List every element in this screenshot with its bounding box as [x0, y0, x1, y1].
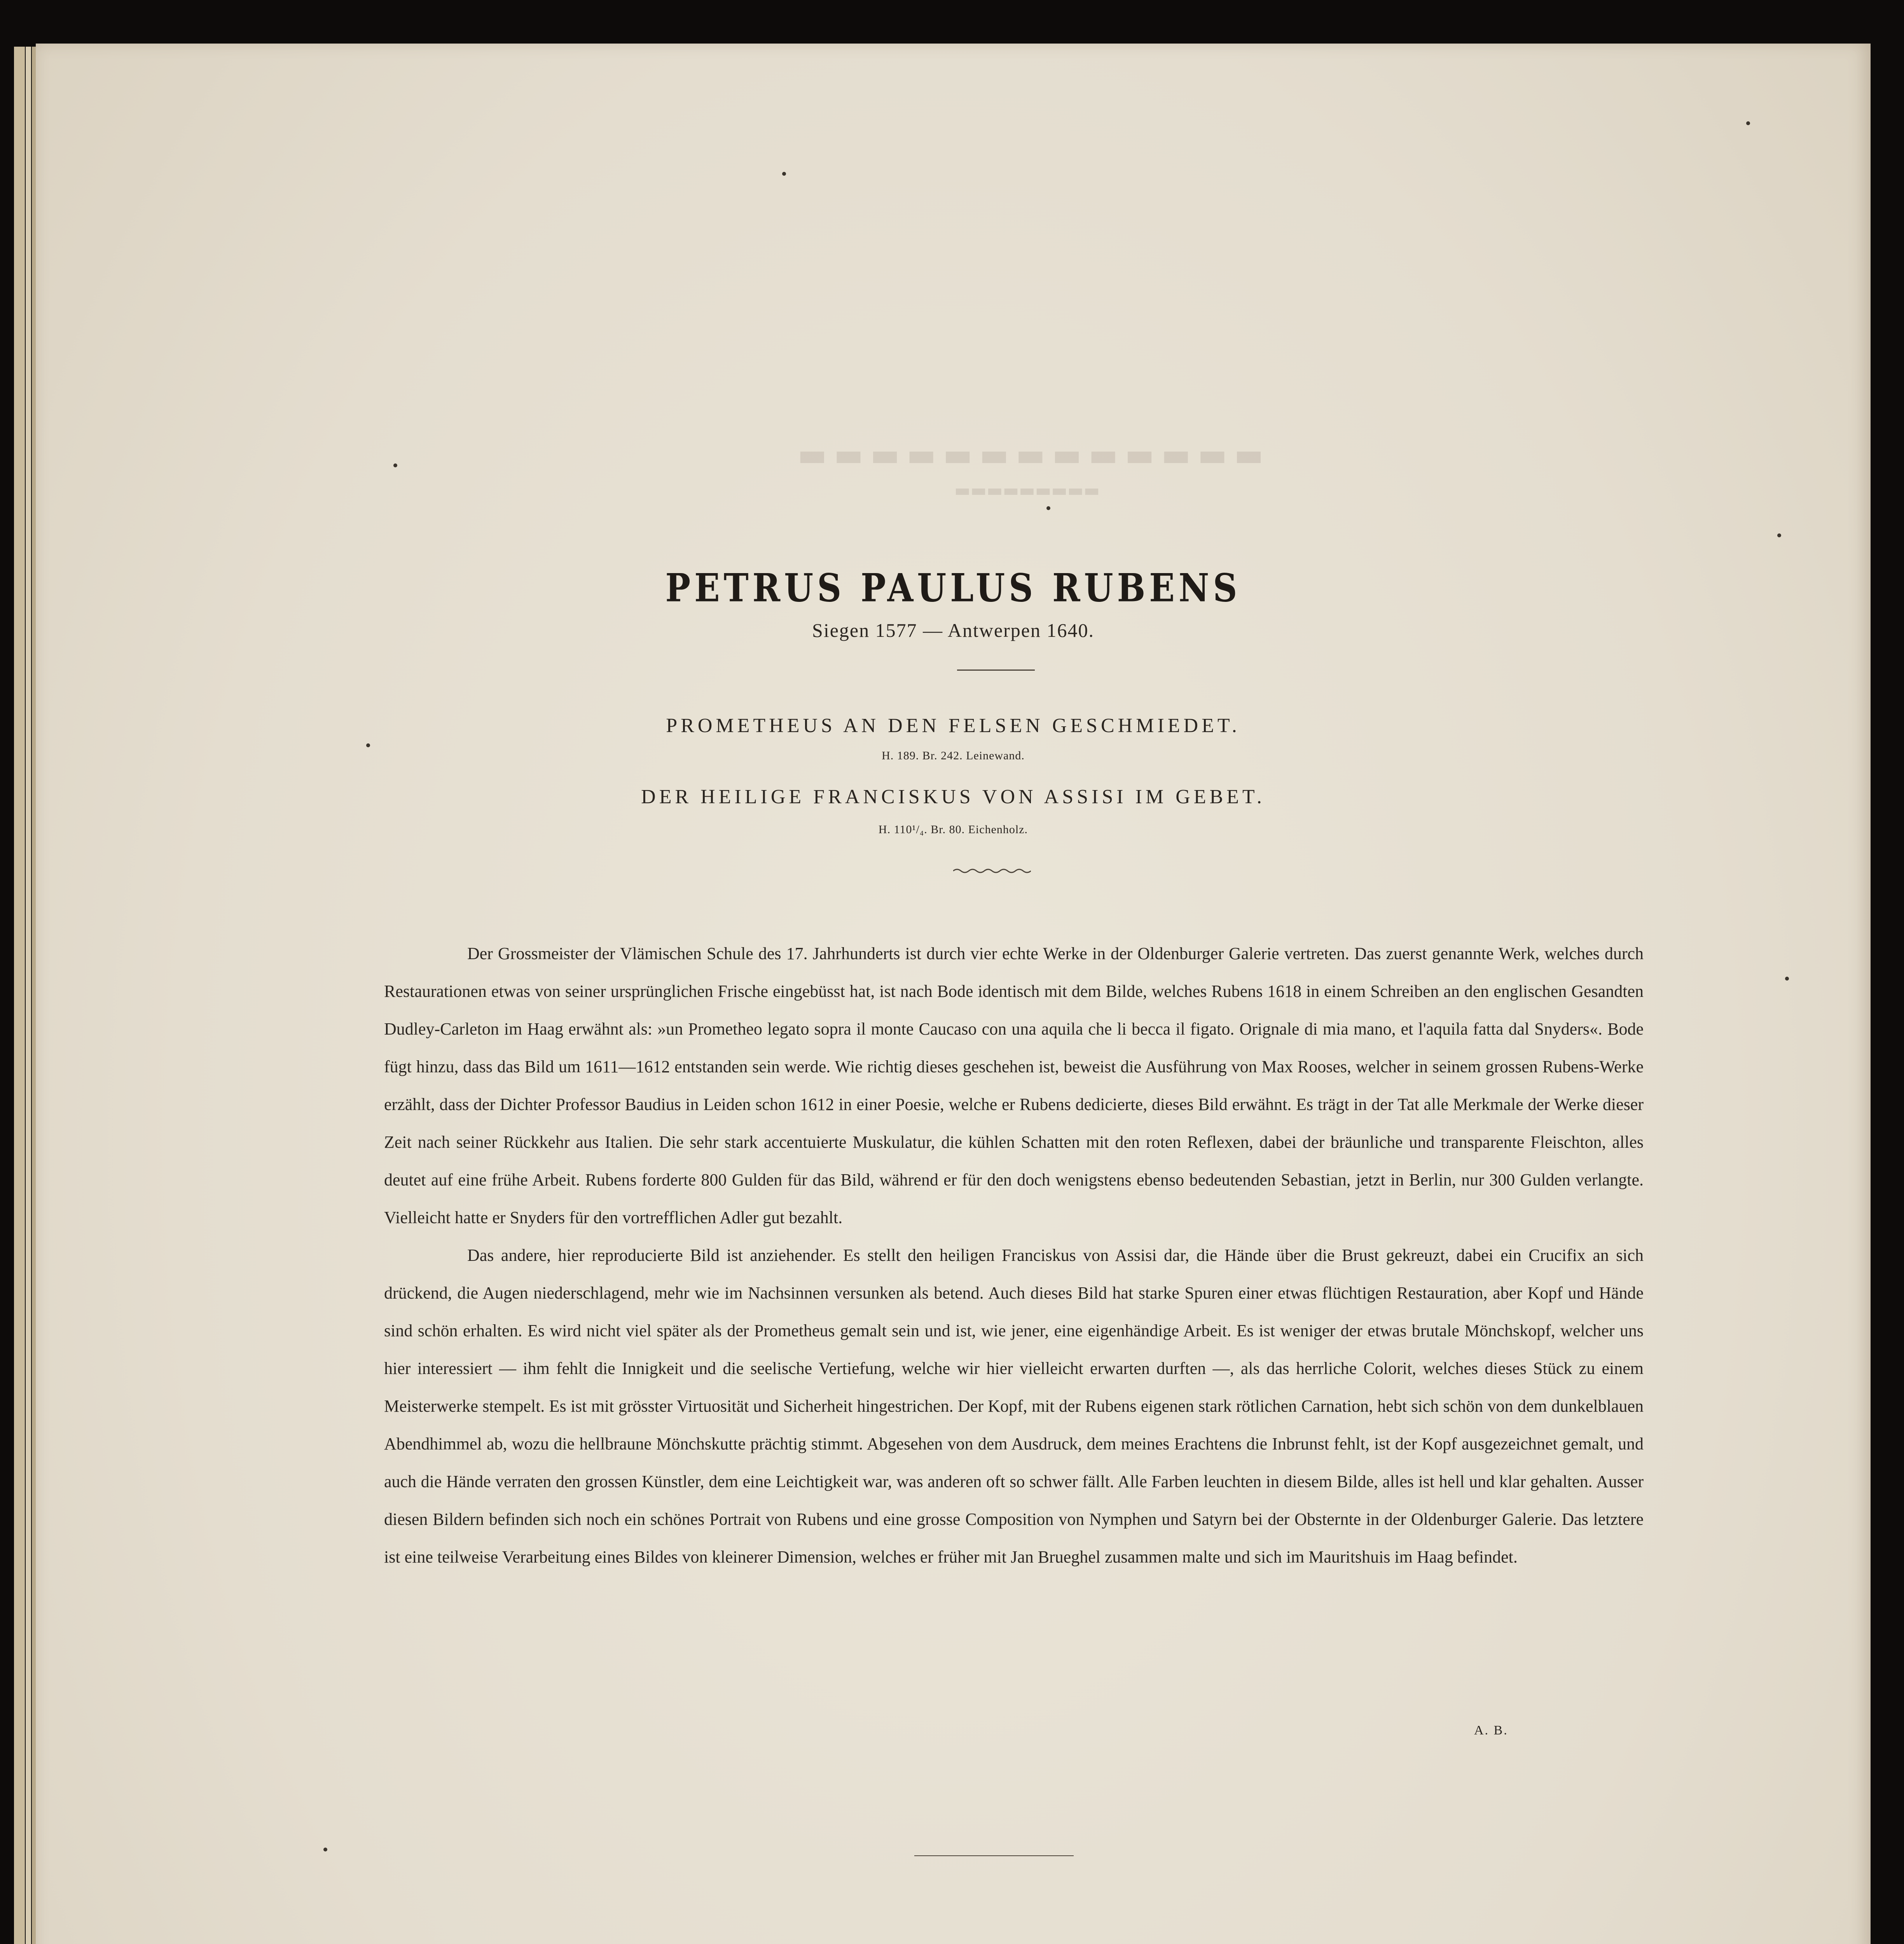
paper-speck [393, 463, 397, 467]
divider-rule [957, 670, 1035, 671]
work-details-prometheus: H. 189. Br. 242. Leinewand. [882, 749, 1025, 762]
paper-speck [1046, 506, 1050, 510]
paper-speck [1785, 977, 1789, 981]
work-title-franciskus: DER HEILIGE FRANCISKUS VON ASSISI IM GEBET. [641, 786, 1265, 808]
body-paragraph-1: Der Grossmeister der Vlämischen Schule des 17. Jahrhunderts ist durch vier echte Werke in der Oldenburger Galerie vertreten. Das zuerst genannte Werk, welches durch Restaurationen etwas von seiner ursprünglichen Frische eingebüsst hat, ist nach Bode identisch mit dem Bilde, welches Rubens 1618 in einem Schreiben an den englischen Gesandten Dudley-Carleton im Haag erwähnt als: »un Prometheo legato sopra il monte Caucaso con una aquila che li becca il figato. Orignale di mia mano, et l'aquila fatta dal Snyders«. Bode fügt hinzu, dass das Bild um 1611—1612 entstanden sein werde. Wie richtig dieses geschehen ist, beweist die Ausführung von Max Rooses, welcher in seinem grossen Rubens-Werke erzählt, dass der Dichter Professor Baudius in Leiden schon 1612 in einer Poesie, welche er Rubens dedicierte, dieses Bild erwähnt. Es trägt in der Tat alle Merkmale der Werke dieser Zeit nach seiner Rückkehr aus Italien. Die sehr stark accentuierte Muskulatur, die kühlen Schatten mit den roten Reflexen, dabei der bräunliche und transparente Fleischton, alles deutet auf eine frühe Arbeit. Rubens forderte 800 Gulden für das Bild, während er für den doch wenigstens ebenso bedeutenden Sebastian, jetzt in Berlin, nur 300 Gulden verlangte. Vielleicht hatte er Snyders für den vortrefflichen Adler gut bezahlt. [384, 944, 1644, 1227]
bleed-through-subtitle-shadow: ▬▬▬▬▬▬▬▬▬ [954, 481, 1100, 500]
closing-rule [914, 1855, 1074, 1856]
page-stack-edge [14, 47, 25, 1944]
article-body [384, 935, 1644, 1576]
paper-speck [323, 1848, 327, 1851]
paper-speck [1746, 121, 1750, 125]
bleed-through-shadow [735, 436, 1319, 500]
body-paragraph-2: Das andere, hier reproducierte Bild ist anziehender. Es stellt den heiligen Franciskus von Assisi dar, die Hände über die Brust gekreuzt, dabei ein Crucifix an sich drückend, die Augen niederschlagend, mehr wie im Nachsinnen versunken als betend. Auch dieses Bild hat starke Spuren einer etwas flüchtigen Restauration, aber Kopf und Hände sind schön erhalten. Es wird nicht viel später als der Prometheus gemalt sein und ist, wie jener, eine eigenhändige Arbeit. Es ist weniger der etwas brutale Mönchskopf, welcher uns hier interessiert — ihm fehlt die Innigkeit und die seelische Vertiefung, welche wir hier vielleicht erwarten durften —, als das herrliche Colorit, welches dieses Stück zu einem Meisterwerke stempelt. Es ist mit grösster Virtuosität und Sicherheit hingestrichen. Der Kopf, mit der Rubens eigenen stark rötlichen Carnation, hebt sich schön von dem dunkelblauen Abendhimmel ab, wozu die hellbraune Mönchskutte prächtig stimmt. Abgesehen von dem Ausdruck, dem meines Erachtens die Inbrunst fehlt, ist der Kopf ausgezeichnet gemalt, und auch die Hände verraten den grossen Künstler, dem eine Leichtigkeit war, was anderen oft so schwer fällt. Alle Farben leuchten in diesem Bilde, alles ist hell und klar gehalten. Ausser diesen Bildern befinden sich noch ein schönes Portrait von Rubens und eine grosse Composition von Nymphen und Satyrn bei der Obsternte in der Oldenburger Galerie. Das letztere ist eine teilweise Verarbeitung eines Bildes von kleinerer Dimension, welches er früher mit Jan Brueghel zusammen malte und sich im Mauritshuis im Haag befindet. [384, 1246, 1644, 1566]
paper-speck [782, 172, 786, 176]
work-title-prometheus: PROMETHEUS AN DEN FELSEN GESCHMIEDET. [666, 715, 1240, 737]
author-initials: A. B. [1474, 1723, 1508, 1738]
bleed-through-title-shadow: ▬▬▬▬▬▬▬▬▬▬▬▬▬ [790, 436, 1264, 473]
ornamental-squiggle [953, 867, 1031, 875]
page-stack-edge [32, 47, 36, 1944]
paper-speck [1777, 533, 1781, 537]
paper-speck [366, 743, 370, 747]
document-page [36, 44, 1871, 1944]
page-stack-edge [26, 47, 31, 1944]
artist-name-heading: PETRUS PAULUS RUBENS [665, 565, 1241, 611]
work-details-franciskus: H. 110¹/₄. Br. 80. Eichenholz. [878, 823, 1028, 836]
artist-dates: Siegen 1577 — Antwerpen 1640. [812, 619, 1094, 641]
